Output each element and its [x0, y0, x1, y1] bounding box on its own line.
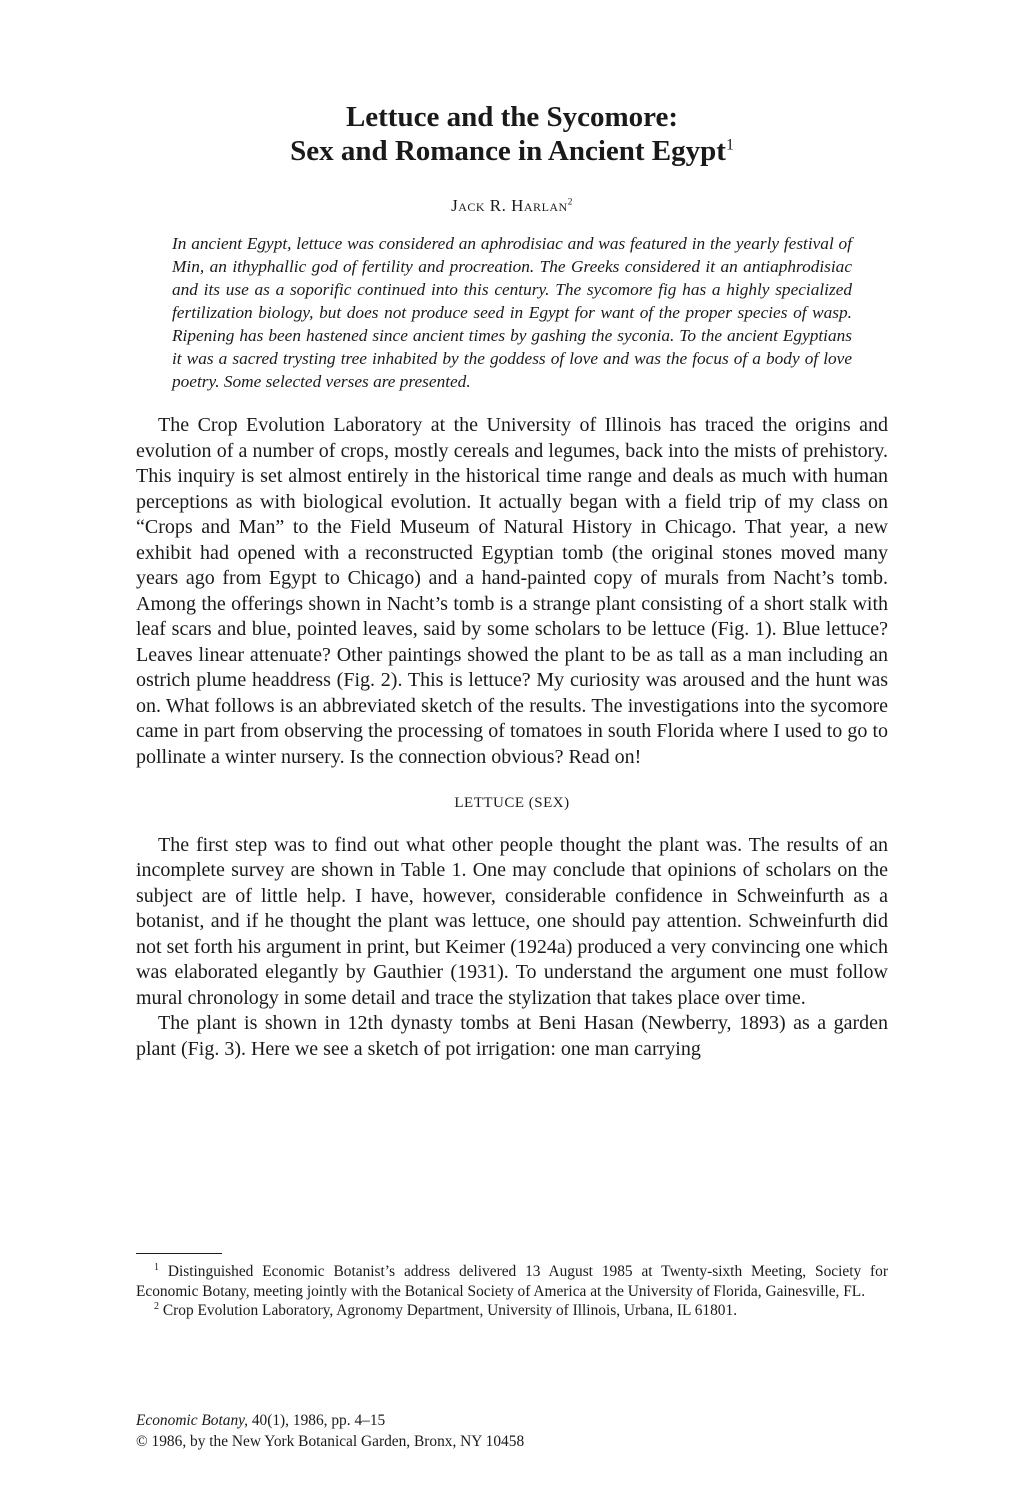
article-page	[136, 100, 888, 1062]
footnote-1-mark: 1	[154, 1261, 159, 1273]
footnote-2	[136, 1301, 888, 1321]
footnote-2-text: Crop Evolution Laboratory, Agronomy Department, University of Illinois, Urbana, IL 61801.	[162, 1302, 738, 1319]
journal-info	[136, 1410, 888, 1452]
title-line-1: Lettuce and the Sycomore:	[345, 101, 679, 133]
journal-volume-pages: 40(1), 1986, pp. 4–15	[251, 1412, 386, 1429]
body-paragraph-1: The Crop Evolution Laboratory at the University of Illinois has traced the origins and evolution of a number of crops, mostly cereals and legumes, back into the mists of prehistory. This inquiry is set almost entirely in the historical time range and deals as much with human perceptions as with biological evolution. It actually began with a field trip of my class on “Crops and Man” to the Field Museum of Natural History in Chicago. That year, a new exhibit had opened with a reconstructed Egyptian tomb (the original stones moved many years ago from Egypt to Chicago) and a hand-painted copy of murals from Nacht’s tomb. Among the offerings shown in Nacht’s tomb is a strange plant consisting of a short stalk with leaf scars and blue, pointed leaves, said by some scholars to be lettuce (Fig. 1). Blue lettuce? Leaves linear attenuate? Other paintings showed the plant to be as tall as a man including an ostrich plume headdress (Fig. 2). This is lettuce? My curiosity was aroused and the hunt was on. What follows is an abbreviated sketch of the results. The investigations into the sycomore came in part from observing the processing of tomatoes in south Florida where I used to go to pollinate a winter nursery. Is the connection obvious? Read on!	[136, 414, 888, 768]
footnote-divider	[136, 1253, 222, 1254]
footnotes	[136, 1262, 888, 1321]
article-title	[136, 100, 888, 168]
section-heading	[136, 791, 888, 817]
title-line-2: Sex and Romance in Ancient Egypt	[290, 135, 726, 167]
footnote-2-mark: 2	[154, 1300, 159, 1312]
section-heading-text: LETTUCE (SEX)	[454, 795, 570, 811]
footnote-1-text: Distinguished Economic Botanist’s address delivered 13 August 1985 at Twenty-sixth Meeting, Society for Economic Botany, meeting jointly with the Botanical Society of America at the University of Florida, Gainesville, FL.	[136, 1263, 888, 1300]
copyright-notice: © 1986, by the New York Botanical Garden, Bronx, NY 10458	[136, 1433, 525, 1450]
author-name	[136, 196, 888, 216]
abstract: In ancient Egypt, lettuce was considered an aphrodisiac and was featured in the yearly festival of Min, an ithyphallic god of fertility and procreation. The Greeks considered it an antiaphrodisiac and its use as a soporific continued into this century. The sycomore fig has a highly specialized fertilization biology, but does not produce seed in Egypt for want of the proper species of wasp. Ripening has been hastened since ancient times by gashing the syconia. To the ancient Egyptians it was a sacred trysting tree inhabited by the goddess of love and was the focus of a body of love poetry. Some selected verses are presented.	[172, 234, 852, 391]
footnote-1	[136, 1262, 888, 1301]
title-footnote-mark: 1	[725, 136, 734, 154]
journal-title: Economic Botany,	[136, 1412, 248, 1429]
article-body	[136, 413, 888, 1062]
author-footnote-mark: 2	[567, 197, 573, 208]
journal-citation	[136, 1410, 888, 1431]
body-paragraph-2: The first step was to find out what other people thought the plant was. The results of an incomplete survey are shown in Table 1. One may conclude that opinions of scholars on the subject are of little help. I have, however, considerable confidence in Schweinfurth as a botanist, and if he thought the plant was lettuce, one should pay attention. Schweinfurth did not set forth his argument in print, but Keimer (1924a) produced a very convincing one which was elaborated elegantly by Gauthier (1931). To understand the argument one must follow mural chronology in some detail and trace the stylization that takes place over time.	[136, 833, 888, 1009]
body-paragraph-3: The plant is shown in 12th dynasty tombs at Beni Hasan (Newberry, 1893) as a garden plant (Fig. 3). Here we see a sketch of pot irrigation: one man carrying	[136, 1012, 888, 1060]
author-text: Jack R. Harlan	[451, 196, 568, 215]
